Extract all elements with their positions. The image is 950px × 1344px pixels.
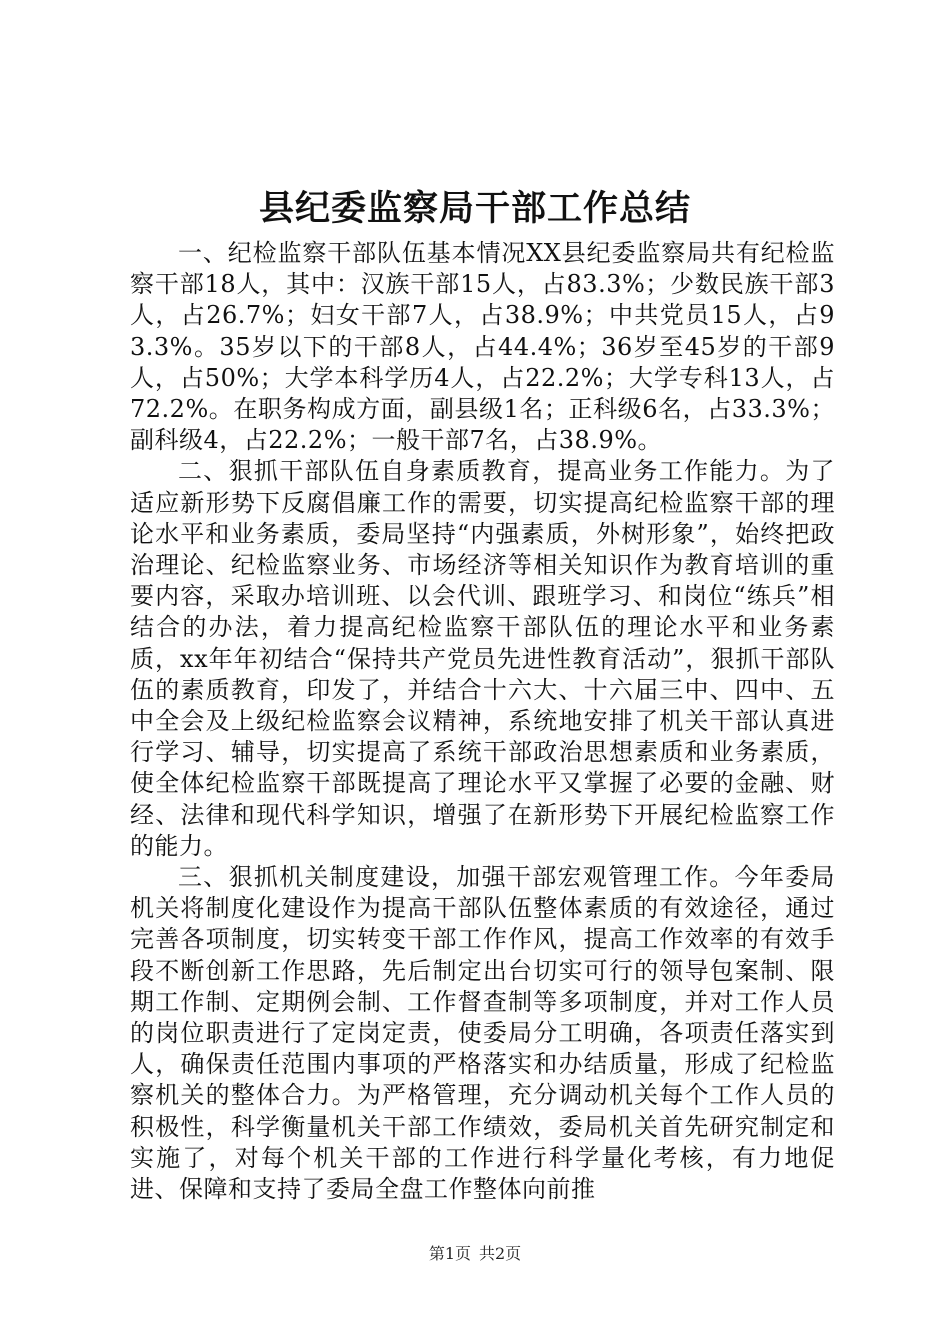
paragraph-system-building: 三、狠抓机关制度建设，加强干部宏观管理工作。今年委局机关将制度化建设作为提高干部队伍整体素质的有效途径，通过完善各项制度，切实转变干部工作作风，提高工作效率的有效手段不断创新工作思路，先后制定出台切实可行的领导包案制、限期工作制、定期例会制、工作督查制等多项制度，并对工作人员的岗位职责进行了定岗定责，使委局分工明确，各项责任落实到人，确保责任范围内事项的严格落实和办结质量，形成了纪检监察机关的整体合力。为严格管理，充分调动机关每个工作人员的积极性，科学衡量机关干部工作绩效，委局机关首先研究制定和实施了，对每个机关干部的工作进行科学量化考核，有力地促进、保障和支持了委局全盘工作整体向前推 <box>130 863 835 1204</box>
page-number: 第1页 <box>428 1244 471 1263</box>
paragraph-quality-education: 二、狠抓干部队伍自身素质教育，提高业务工作能力。为了适应新形势下反腐倡廉工作的需要，切实提高纪检监察干部的理论水平和业务素质，委局坚持“内强素质，外树形象”，始终把政治理论、纪检监察业务、市场经济等相关知识作为教育培训的重要内容，采取办培训班、以会代训、跟班学习、和岗位“练兵”相结合的办法，着力提高纪检监察干部队伍的理论水平和业务素质，xx年年初结合“保持共产党员先进性教育活动”，狠抓干部队伍的素质教育，印发了，并结合十六大、十六届三中、四中、五中全会及上级纪检监察会议精神，系统地安排了机关干部认真进行学习、辅导，切实提高了系统干部政治思想素质和业务素质，使全体纪检监察干部既提高了理论水平又掌握了必要的金融、财经、法律和现代科学知识，增强了在新形势下开展纪检监察工作的能力。 <box>130 457 835 860</box>
document-title: 县纪委监察局干部工作总结 <box>258 188 691 229</box>
page-footer <box>0 1242 950 1266</box>
page-total: 共2页 <box>479 1244 522 1263</box>
paragraph-basic-situation: 一、纪检监察干部队伍基本情况XX县纪委监察局共有纪检监察干部18人，其中：汉族干部15人，占83.3%；少数民族干部3人，占26.7%；妇女干部7人，占38.9%；中共党员15人，占93.3%。35岁以下的干部8人，占44.4%；36岁至45岁的干部9人，占50%；大学本科学历4人，占22.2%；大学专科13人，占72.2%。在职务构成方面，副县级1名；正科级6名，占33.3%；副科级4，占22.2%；一般干部7名，占38.9%。 <box>130 239 835 455</box>
document-body <box>130 238 835 1205</box>
